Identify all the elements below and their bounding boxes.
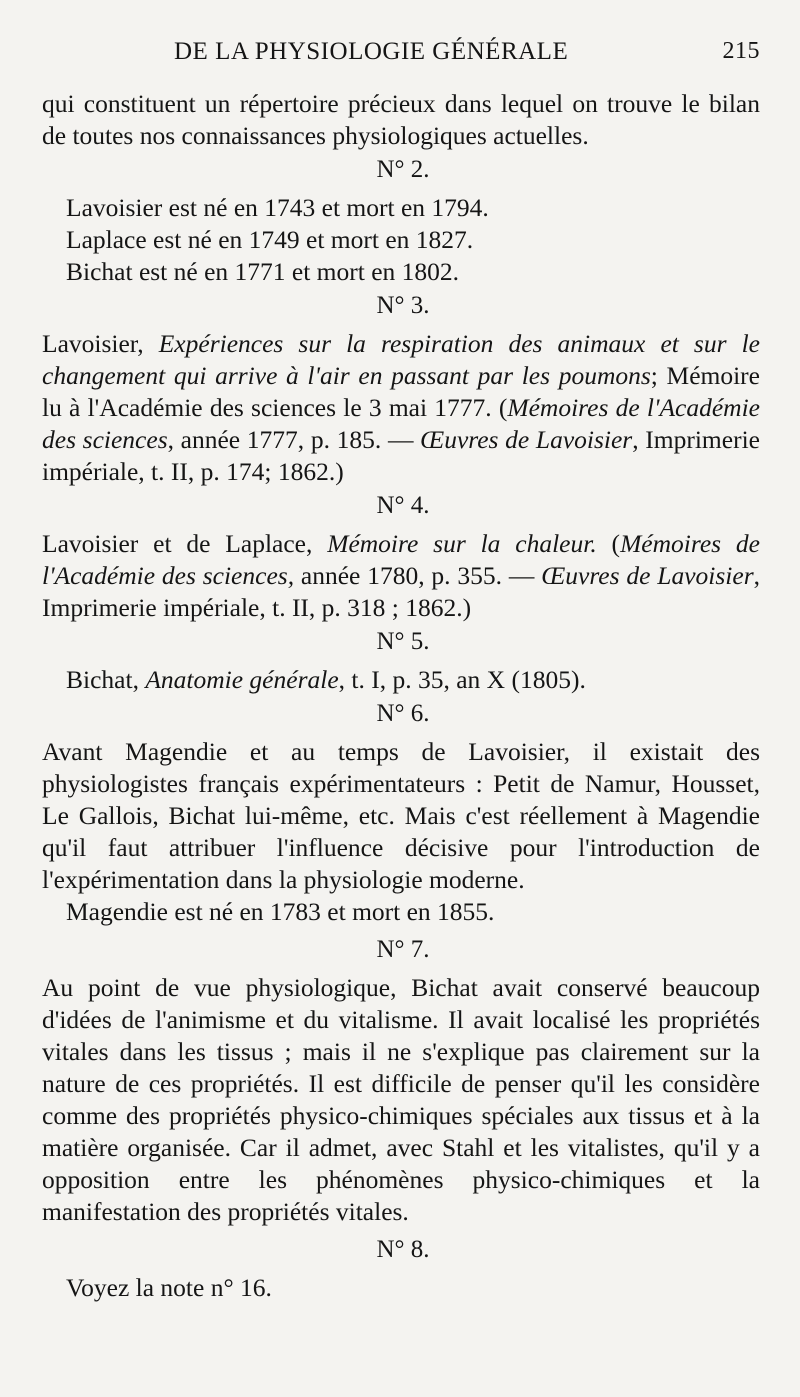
note-paragraph: Voyez la note n° 16. [66,1273,272,1302]
note-heading: N° 5. [376,628,430,655]
page-header [66,38,760,88]
note-4 [42,490,761,624]
text-run: ; Mémoire lu à l'Académie des sciences le 3 mai 1777. ( [42,361,760,422]
note-paragraph [42,528,760,624]
text-run: , Imprimerie impériale, t. II, p. 174; 1862.) [42,425,760,486]
note-paragraph: Au point de vue physiologique, Bichat avait conservé beaucoup d'idées de l'animisme et du vitalisme. Il avait localisé les propriétés vitales dans les tissus ; mais il ne s'explique pas clairement sur la nature de ces propriétés. Il est difficile de penser qu'il les considère comme des propriétés physico-chimiques spéciales aux tissus et à la matière organisée. Car il admet, avec Stahl et les vitalistes, qu'il y a opposition entre les phénomènes physico-chimiques et la manifestation des propriétés vitales. [42,973,760,1226]
text-run: Lavoisier, [42,329,159,358]
publication-title: Œuvres de Lavoisier [541,561,754,590]
publication-title: Œuvres de Lavoisier [420,425,633,454]
note-heading: N° 8. [376,1236,430,1263]
note-line: Bichat est né en 1771 et mort en 1802. [66,257,460,286]
page-number: 215 [722,38,760,64]
running-title: DE LA PHYSIOLOGIE GÉNÉRALE [174,38,569,65]
work-title: Anatomie générale [145,665,339,694]
note-paragraph [66,664,760,696]
publication-title: Mémoires de l'Académie des sciences, [42,529,761,590]
text-run: , t. I, p. 35, an X (1805). [338,665,586,694]
publication-title: Mémoires de l'Académie des sciences [42,393,760,454]
note-heading: N° 7. [376,936,430,963]
text-run: , année 1777, p. 185. — [167,425,421,454]
note-2 [66,154,760,288]
note-heading: N° 6. [376,700,430,727]
text-run: , Imprimerie impériale, t. II, p. 318 ; 1862.) [42,561,760,622]
text-run: année 1780, p. 355. — [294,561,542,590]
text-run: ( [596,529,621,558]
note-3 [42,290,760,488]
note-paragraph [42,328,760,488]
note-paragraph: Avant Magendie et au temps de Lavoisier, il existait des physiologistes français expérimentateurs : Petit de Namur, Housset, Le Gallois, Bichat lui-même, etc. Mais c'est réellement à Magendie qu'il faut attribuer l'influence décisive pour l'introduction de l'expérimentation dans la physiologie moderne. [42,737,760,894]
note-line: Lavoisier est né en 1743 et mort en 1794. [66,193,489,222]
note-7 [42,934,760,1228]
note-heading: N° 3. [376,292,430,319]
note-line: Laplace est né en 1749 et mort en 1827. [66,225,474,254]
note-8 [66,1234,760,1304]
note-6 [42,698,760,928]
text-run: Lavoisier et de Laplace, [42,529,328,558]
note-5 [66,626,760,696]
note-paragraph: Magendie est né en 1783 et mort en 1855. [66,897,495,926]
work-title: Expériences sur la respiration des animaux et sur le changement qui arrive à l'air en passant par les poumons [42,329,760,390]
intro-paragraph: qui constituent un répertoire précieux dans lequel on trouve le bilan de toutes nos connaissances physiologiques actuelles. [42,89,760,150]
work-title: Mémoire sur la chaleur. [327,529,597,558]
text-run: Bichat, [66,665,146,694]
note-heading: N° 4. [376,492,430,519]
note-heading: N° 2. [376,156,430,183]
